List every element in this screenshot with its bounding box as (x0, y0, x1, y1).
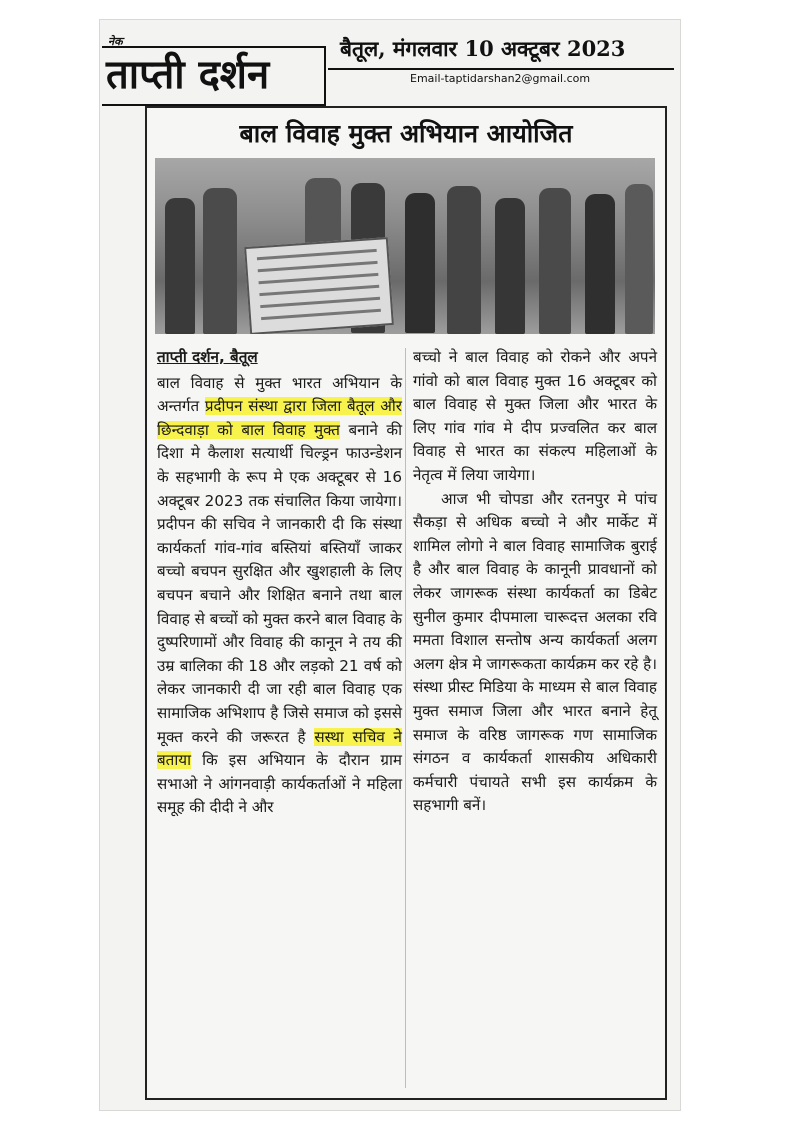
highlighted-text-organization: प्रदीपन संस्था द्वारा जिला बैतूल और छिन्दवाड़ा को बाल विवाह मुक्त (157, 397, 402, 439)
masthead (100, 20, 680, 105)
event-photo (155, 158, 655, 334)
newspaper-clipping (100, 20, 680, 1110)
paragraph-1-text-c: कि इस अभियान के दौरान ग्राम सभाओ ने आंगनवाड़ी कार्यकर्ताओं ने महिला समूह की दीदी ने और (157, 751, 402, 817)
article-paragraph-1 (157, 372, 402, 820)
article-paragraph-2: बच्चो ने बाल विवाह को रोकने और अपने गांवो को बाल विवाह मुक्त 16 अक्टूबर को बाल विवाह से मुक्त जिला और भारत के लिए गांव गांव मे दीप प्रज्वलित कर बाल विवाह से भारत का संकल्प महिलाओं के नेतृत्व में लिया जायेगा। (413, 348, 657, 484)
masthead-rule (328, 68, 674, 70)
article-column-1 (157, 346, 402, 820)
paragraph-1-text-b: बनाने की दिशा मे कैलाश सत्यार्थी चिल्ड्रन फाउन्डेशन के सहभागी के रूप मे एक अक्टूबर से 16 अक्टूबर 2023 तक संचालित किया जायेगा। प्रदीपन की सचिव ने जानकारी दी कि संस्था कार्यकर्ता गांव-गांव बस्तियां बस्तियाँ जाकर बच्चो बचपन सुरक्षित और खुशहाली के लिए बचपन बचाने और शिक्षित बनाने तथा बाल विवाह से बच्चों को मुक्त करने बाल विवाह के दुष्परिणामों और विवाह की कानून ने तय की उम्र बालिका की 18 और लड़को 21 वर्ष को लेकर जानकारी दी जा रही बाल विवाह एक सामाजिक अभिशाप है जिसे समाज को इससे मूक्त करने की जरूरत है (157, 420, 402, 746)
article-paragraph-3: आज भी चोपडा और रतनपुर मे पांच सैकड़ा से अधिक बच्चो ने और मार्केट में शामिल लोगो ने बाल विवाह सामाजिक बुराई है और बाल विवाह के कानूनी प्रावधानों को लेकर जागरूक संस्था कार्यकर्ता का डिबेट सुनील कुमार दीपमाला चारूदत्त अलका रवि ममता विशाल सन्तोष अन्य कार्यकर्ता अलग अलग क्षेत्र मे जागरूकता कार्यक्रम कर रहे है। संस्था प्रीस्ट मिडिया के माध्यम से बाल विवाह मुक्त समाज जिला और भारत बनाने हेतू समाज के वरिष्ठ जागरूक गण सामाजिक संगठन व कार्यकर्ता शासकीय अधिकारी कर्मचारी पंचायते सभी इस कार्यक्रम के सहभागी बनें। (413, 489, 657, 815)
newspaper-name: ताप्ती दर्शन (102, 46, 326, 106)
email-address: Email-taptidarshan2@gmail.com (410, 72, 591, 85)
article-byline: ताप्ती दर्शन, बैतूल (157, 348, 258, 366)
masthead-small-label: नेक (108, 35, 123, 48)
article-headline: बाल विवाह मुक्त अभियान आयोजित (239, 119, 573, 148)
article-box (145, 106, 667, 1100)
event-banner (244, 237, 394, 334)
highlighted-text-secretary: सस्था सचिव ने बताया (157, 727, 402, 770)
paragraph-1-text-a: बाल विवाह से मुक्त भारत अभियान के अन्तर्गत (157, 373, 402, 416)
column-divider (405, 348, 406, 1088)
dateline: बैतूल, मंगलवार 10 अक्टूबर 2023 (340, 36, 626, 61)
article-column-2 (413, 346, 657, 818)
